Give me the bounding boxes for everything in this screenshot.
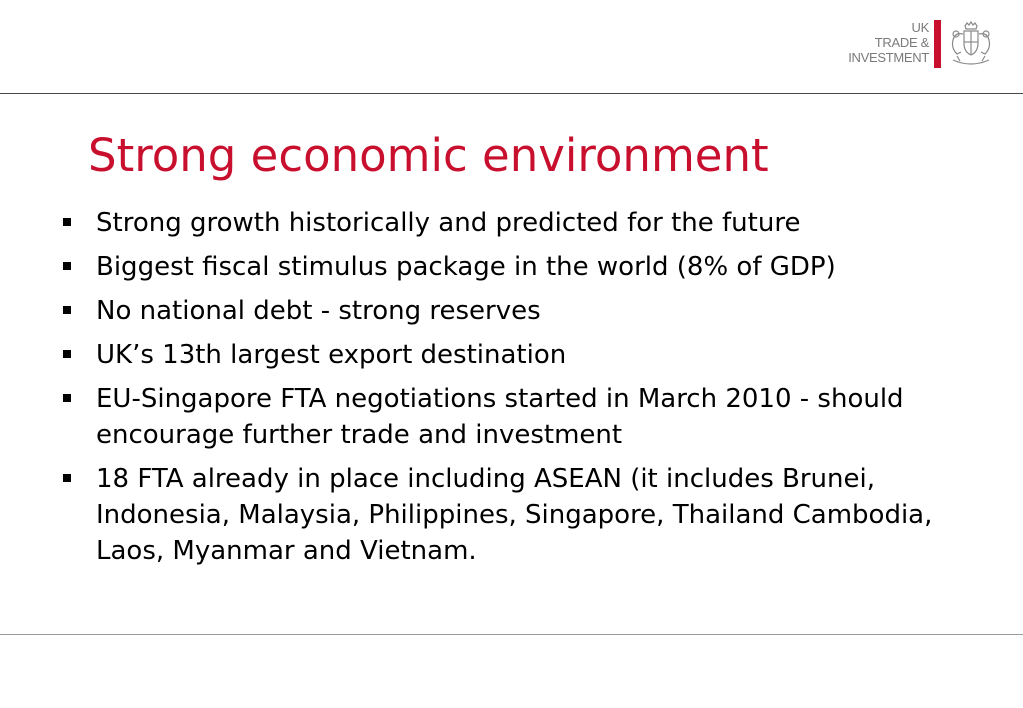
logo-red-bar — [934, 20, 941, 68]
bullet-text: EU-Singapore FTA negotiations started in March 2010 - should encourage further trade and investment — [96, 384, 904, 450]
bullet-item — [60, 205, 980, 241]
logo-text — [848, 20, 929, 65]
bullet-square-icon — [63, 394, 71, 402]
bullet-square-icon — [63, 306, 71, 314]
royal-crest-icon — [947, 20, 995, 66]
slide-title: Strong economic environment — [88, 129, 769, 182]
logo-line-uk: UK — [911, 20, 929, 35]
logo-line-trade: TRADE & — [874, 35, 929, 50]
bullet-text: Strong growth historically and predicted for the future — [96, 208, 801, 238]
footer-divider — [0, 634, 1023, 635]
bullet-square-icon — [63, 218, 71, 226]
bullet-item — [60, 249, 980, 285]
bullet-item — [60, 381, 980, 453]
bullet-item — [60, 293, 980, 329]
bullet-square-icon — [63, 474, 71, 482]
header-divider — [0, 93, 1023, 94]
bullet-item — [60, 461, 980, 569]
logo-line-investment: INVESTMENT — [848, 50, 929, 65]
bullet-list — [60, 205, 980, 577]
bullet-text: Biggest fiscal stimulus package in the world (8% of GDP) — [96, 252, 836, 282]
bullet-text: UK’s 13th largest export destination — [96, 340, 567, 370]
bullet-text: 18 FTA already in place including ASEAN (it includes Brunei, Indonesia, Malaysia, Philippines, Singapore, Thailand Cambodia, Laos, Myanmar and Vietnam. — [96, 464, 933, 566]
bullet-square-icon — [63, 262, 71, 270]
bullet-text: No national debt - strong reserves — [96, 296, 541, 326]
bullet-item — [60, 337, 980, 373]
bullet-square-icon — [63, 350, 71, 358]
ukti-logo — [848, 20, 995, 68]
